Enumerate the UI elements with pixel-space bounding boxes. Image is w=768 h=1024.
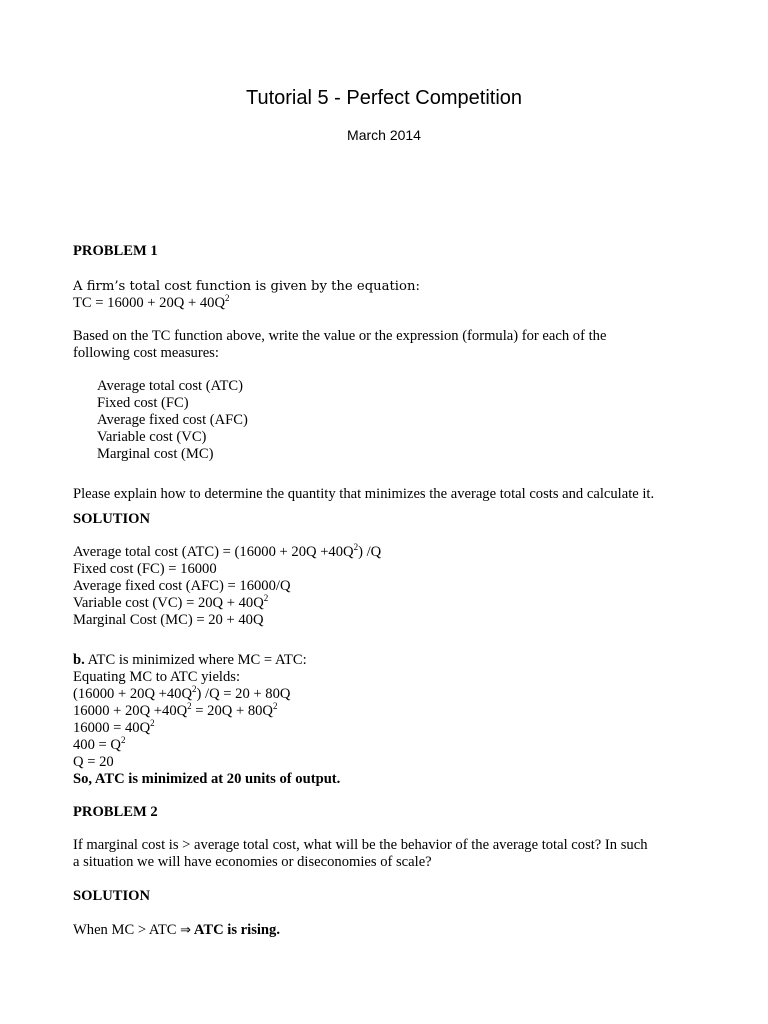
instruction-line-1: Based on the TC function above, write the value or the expression (formula) for each of the — [73, 328, 607, 344]
problem1-heading: PROBLEM 1 — [73, 243, 158, 259]
solution2-text: When MC > ATC ⇒ ATC is rising. — [73, 922, 280, 938]
measure-item: Average total cost (ATC) — [97, 378, 244, 394]
measure-item: Variable cost (VC) — [97, 429, 207, 445]
problem1-intro: A firm’s total cost function is given by the equation: — [73, 279, 420, 294]
tc-formula: TC = $16000 + 20Q + 40Q^2$ — [73, 293, 230, 311]
solution1-heading: SOLUTION — [73, 511, 151, 527]
fc-line: Fixed cost (FC) = 16000 — [73, 561, 217, 577]
vc-line: Variable cost $(VC) = 20Q + 40Q^2$ — [73, 593, 269, 611]
part-b-line: b. ATC is minimized where MC = ATC: — [73, 652, 307, 668]
page-title: Tutorial 5 - Perfect Competition — [245, 87, 523, 109]
instruction-line-2: following cost measures: — [73, 345, 219, 361]
equation-line-3: $16000 = 40Q^2$ — [73, 718, 155, 736]
equation-line-5: Q = 20 — [73, 754, 114, 770]
problem2-heading: PROBLEM 2 — [73, 804, 158, 820]
solution1-conclusion: So, ATC is minimized at 20 units of output. — [73, 771, 341, 787]
problem1-question: Please explain how to determine the quantity that minimizes the average total costs and calculate it. — [73, 486, 655, 502]
equating-line: Equating MC to ATC yields: — [73, 669, 241, 685]
equation-line-2: $16000 + 20Q +40Q^2 = 20Q + 80Q^2$ — [73, 701, 278, 719]
implies-arrow-icon: ⇒ — [180, 923, 192, 938]
afc-line: Average fixed cost (AFC) = 16000/Q — [73, 578, 291, 594]
problem2-line-2: a situation we will have economies or diseconomies of scale? — [73, 854, 432, 870]
measure-item: Marginal cost (MC) — [97, 446, 214, 462]
problem2-line-1: If marginal cost is > average total cost, what will be the behavior of the average total cost? In such — [73, 837, 648, 853]
measure-item: Fixed cost (FC) — [97, 395, 189, 411]
measure-item: Average fixed cost (AFC) — [97, 412, 248, 428]
solution2-heading: SOLUTION — [73, 888, 151, 904]
page-date: March 2014 — [347, 127, 421, 143]
mc-line: Marginal Cost (MC) = 20 + 40Q — [73, 612, 264, 628]
atc-line: Average total cost $(ATC) = (16000 + 20Q +40Q^2)$ /Q — [73, 542, 382, 560]
equation-line-4: $400 = Q^2$ — [73, 735, 126, 753]
equation-line-1: $(16000 + 20Q +40Q^2)$ /Q = 20 + 80Q — [73, 684, 291, 702]
